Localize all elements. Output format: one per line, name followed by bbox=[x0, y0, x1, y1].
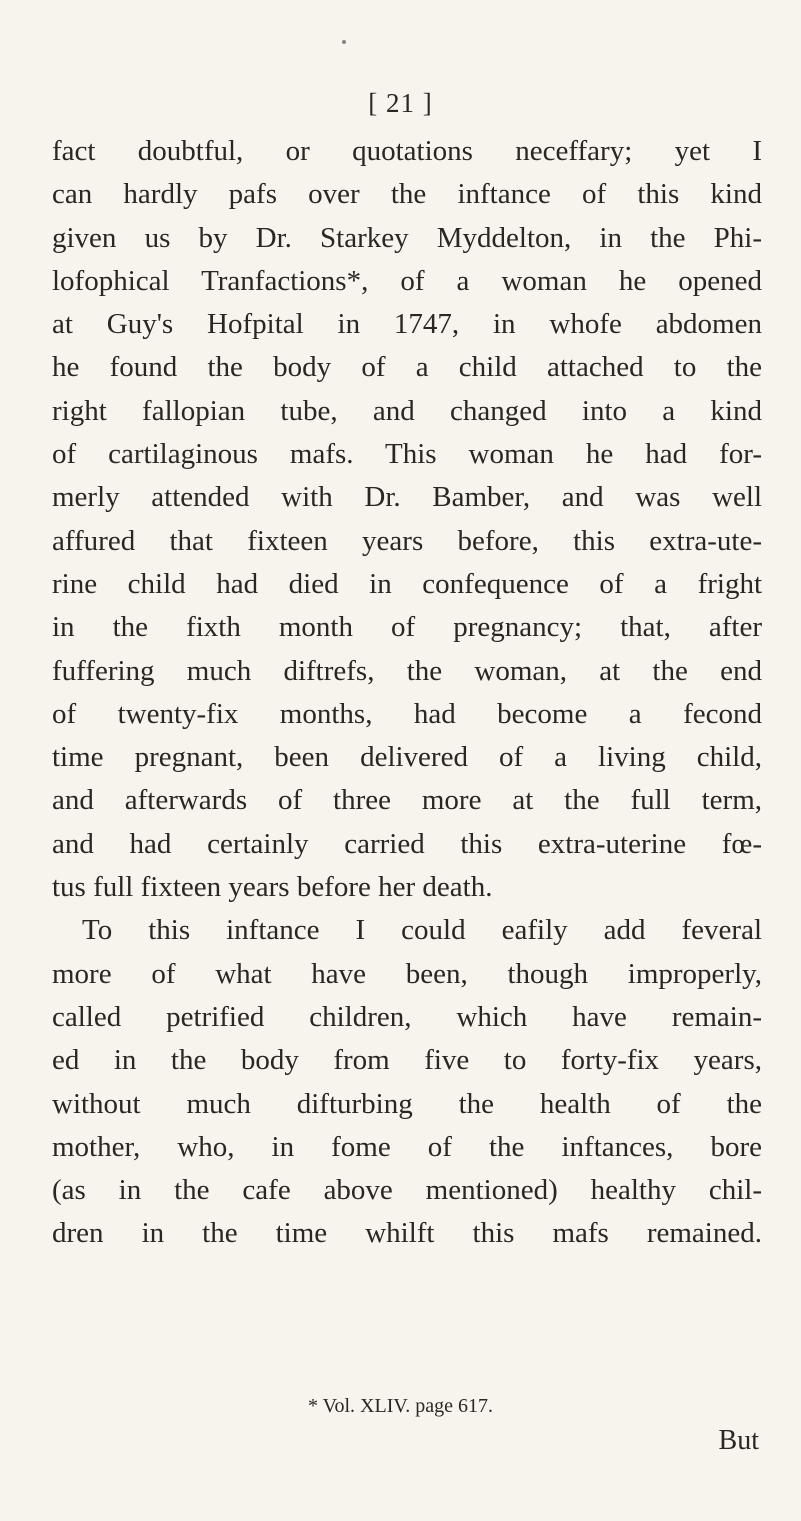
text-line: of twenty-fix months, had become a fecond bbox=[52, 697, 762, 730]
text-line: called petrified children, which have remain- bbox=[52, 1000, 762, 1033]
text-line: (as in the cafe above mentioned) healthy chil- bbox=[52, 1174, 762, 1207]
text-line: he found the body of a child attached to the bbox=[52, 351, 762, 384]
text-line: at Guy's Hofpital in 1747, in whofe abdomen bbox=[52, 308, 762, 341]
text-line: without much difturbing the health of the bbox=[52, 1087, 762, 1120]
text-line: tus full fixteen years before her death. bbox=[52, 871, 493, 904]
text-line: in the fixth month of pregnancy; that, after bbox=[52, 611, 762, 644]
text-line: lofophical Tranfactions*, of a woman he opened bbox=[52, 264, 762, 297]
text-line: affured that fixteen years before, this extra-ute- bbox=[52, 524, 762, 557]
catchword: But bbox=[718, 1425, 759, 1456]
text-line: and had certainly carried this extra-uterine fœ- bbox=[52, 827, 762, 860]
text-line: To this inftance I could eafily add feveral bbox=[82, 914, 762, 947]
footnote: * Vol. XLIV. page 617. bbox=[308, 1395, 493, 1417]
text-line: fact doubtful, or quotations neceffary; yet I bbox=[52, 135, 762, 167]
text-line: ed in the body from five to forty-fix years, bbox=[52, 1044, 762, 1077]
text-line: fuffering much diftrefs, the woman, at the end bbox=[52, 654, 762, 687]
text-line: rine child had died in confequence of a fright bbox=[52, 567, 762, 600]
text-line: and afterwards of three more at the full term, bbox=[52, 784, 762, 817]
text-line: given us by Dr. Starkey Myddelton, in the Phi- bbox=[52, 221, 762, 254]
text-line: time pregnant, been delivered of a living child, bbox=[52, 741, 762, 774]
text-line: more of what have been, though improperly, bbox=[52, 957, 762, 990]
text-line: right fallopian tube, and changed into a kind bbox=[52, 394, 762, 427]
page-number: [ 21 ] bbox=[368, 88, 433, 118]
text-line: dren in the time whilft this mafs remained. bbox=[52, 1217, 762, 1250]
text-line: of cartilaginous mafs. This woman he had for- bbox=[52, 438, 762, 471]
body-text bbox=[52, 130, 762, 1256]
text-line: mother, who, in fome of the inftances, bore bbox=[52, 1130, 762, 1163]
ink-speck bbox=[342, 40, 346, 44]
text-line: can hardly pafs over the inftance of this kind bbox=[52, 178, 762, 211]
text-line: merly attended with Dr. Bamber, and was well bbox=[52, 481, 762, 514]
